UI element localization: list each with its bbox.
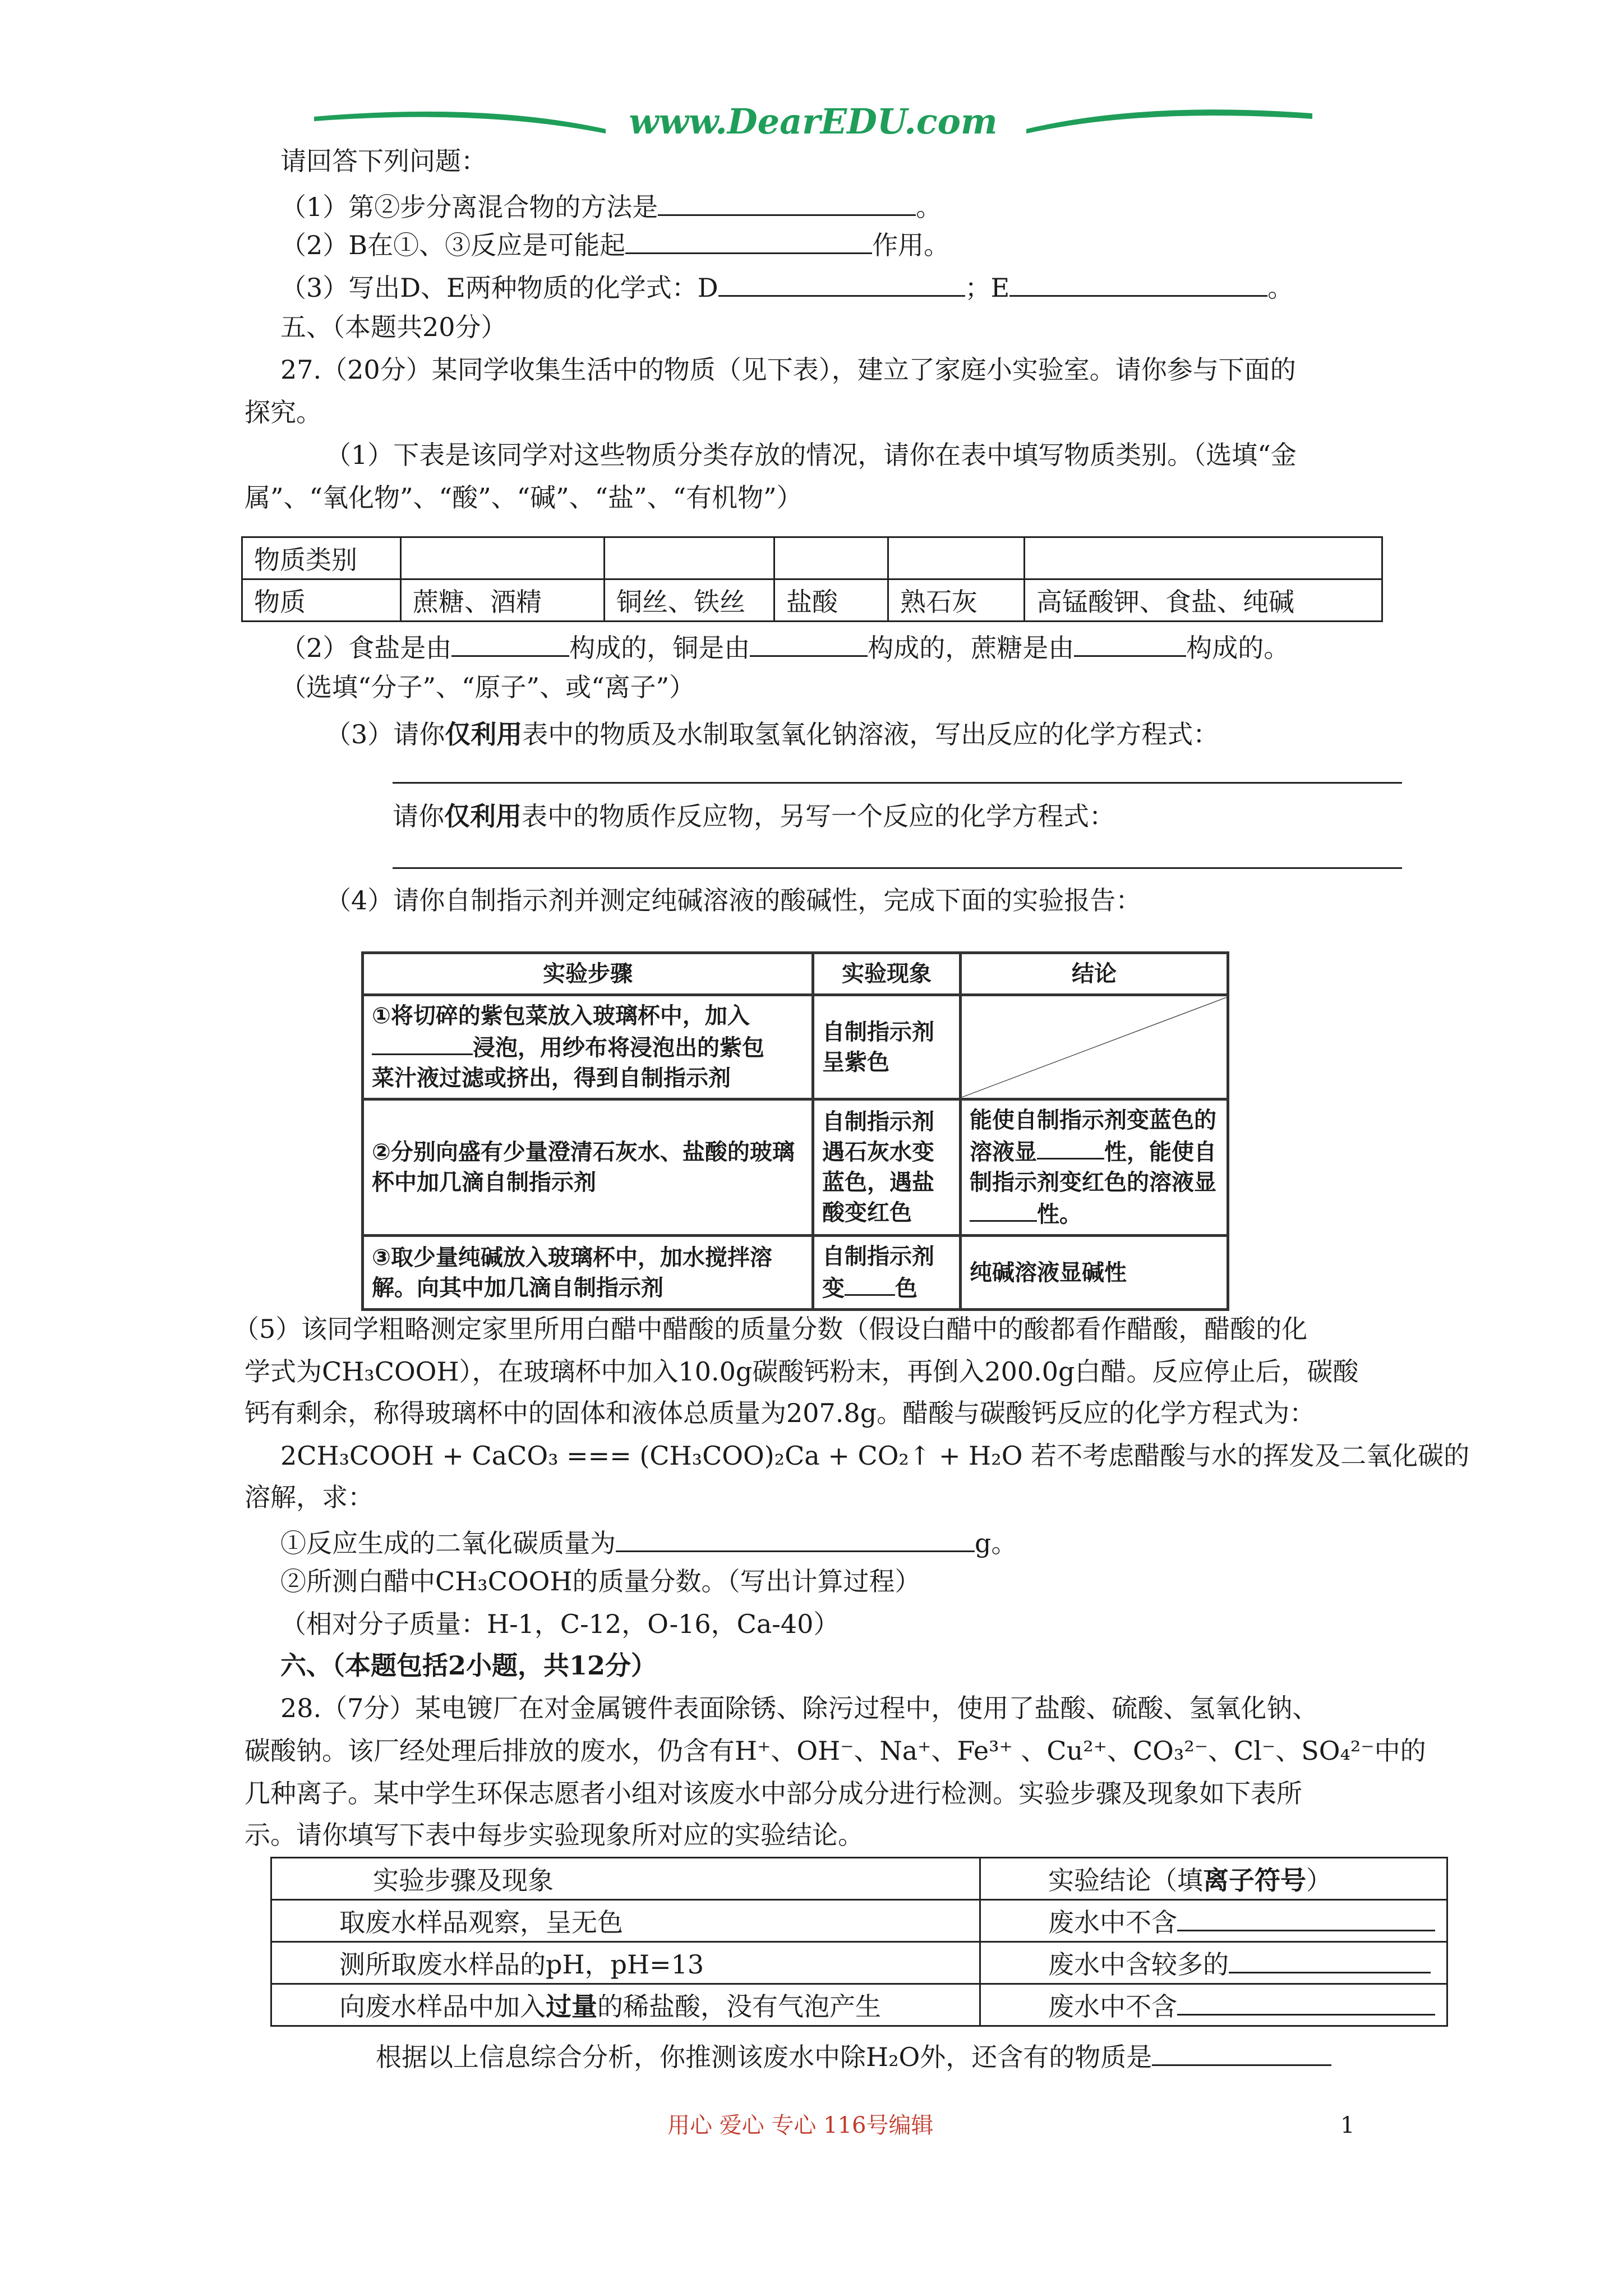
- table-row: [242, 579, 1382, 622]
- q27-part5-line3: 钙有剩余，称得玻璃杯中的固体和液体总质量为207.8g。醋酸与碳酸钙反应的化学方程式为：: [245, 1398, 1316, 1428]
- column-header: 实验现象: [813, 953, 961, 995]
- answer-blank[interactable]: [1177, 1903, 1435, 1931]
- logo-text: www.DearEDU.com: [629, 101, 998, 142]
- answer-blank[interactable]: [625, 226, 872, 254]
- table-row: [271, 1942, 1447, 1984]
- table-header-row: [271, 1858, 1447, 1900]
- answer-blank[interactable]: [616, 1524, 975, 1552]
- section-five-title: 五、（本题共20分）: [280, 312, 507, 342]
- conclusion-cell: 废水中含较多的: [980, 1942, 1447, 1984]
- answer-cell[interactable]: [888, 537, 1025, 579]
- q27-part2: （2）食盐是由 构成的，铜是由 构成的，蔗糖是由 构成的。: [280, 628, 1289, 664]
- table-cell: 物质: [242, 579, 401, 622]
- answer-cell[interactable]: [605, 537, 774, 579]
- answer-cell[interactable]: [401, 537, 605, 579]
- step-cell: ③取少量纯碱放入玻璃杯中，加水搅拌溶解。向其中加几滴自制指示剂: [363, 1236, 813, 1310]
- conclusion-cell: 废水中不含: [980, 1900, 1447, 1942]
- table-cell: 高锰酸钾、食盐、纯碱: [1025, 579, 1382, 622]
- q27-part5-q1: ①反应生成的二氧化碳质量为 g。: [280, 1524, 1017, 1559]
- table-cell: 铜丝、铁丝: [605, 579, 774, 622]
- q27-part1-b: 属”、“氧化物”、“酸”、“碱”、“盐”、“有机物”）: [245, 482, 803, 513]
- q27-part5-line1: （5）该同学粗略测定家里所用白醋中醋酸的质量分数（假设白醋中的酸都看作醋酸，醋酸的化: [233, 1314, 1308, 1344]
- observation-cell: 自制指示剂遇石灰水变蓝色，遇盐酸变红色: [813, 1099, 961, 1236]
- q27-part4: （4）请你自制指示剂并测定纯碱溶液的酸碱性，完成下面的实验报告：: [325, 885, 1142, 915]
- q26-part1: （1）第②步分离混合物的方法是 。: [280, 187, 942, 223]
- q28-line3: 几种离子。某中学生环保志愿者小组对该废水中部分成分进行检测。实验步骤及现象如下表所: [245, 1778, 1302, 1809]
- table-row: [242, 537, 1382, 579]
- answer-blank[interactable]: [1177, 1987, 1435, 2016]
- table-cell: 熟石灰: [888, 579, 1025, 622]
- answer-blank[interactable]: [1229, 1945, 1431, 1973]
- column-header: 实验结论（填离子符号）: [980, 1858, 1447, 1900]
- answer-blank[interactable]: [1152, 2037, 1331, 2066]
- conclusion-cell: 能使自制指示剂变蓝色的溶液显 性，能使自制指示剂变红色的溶液显性。: [961, 1099, 1228, 1236]
- header-logo: [314, 96, 1312, 147]
- q27-part5-line2: 学式为CH₃COOH），在玻璃杯中加入10.0g碳酸钙粉末，再倒入200.0g白醋。反应停止后，碳酸: [245, 1356, 1359, 1387]
- table-row: [363, 1236, 1228, 1310]
- section-six-title: 六、（本题包括2小题，共12分）: [280, 1650, 657, 1681]
- answer-cell[interactable]: [774, 537, 888, 579]
- table-row: [271, 1900, 1447, 1942]
- conclusion-cell-diagonal: [961, 995, 1228, 1099]
- q28-final: 根据以上信息综合分析，你推测该废水中除H₂O外，还含有的物质是: [376, 2037, 1331, 2073]
- table-row: [363, 1099, 1228, 1236]
- answer-blank[interactable]: [372, 1031, 473, 1055]
- answer-blank[interactable]: [718, 268, 965, 297]
- q27-part5-line4: 溶解，求：: [245, 1482, 374, 1512]
- observation-cell: 自制指示剂呈紫色: [813, 995, 961, 1099]
- answer-blank[interactable]: [1037, 1135, 1104, 1159]
- intro-text: 请回答下列问题：: [280, 146, 487, 176]
- answer-blank[interactable]: [1009, 268, 1267, 297]
- q28-line4: 示。请你填写下表中每步实验现象所对应的实验结论。: [245, 1820, 864, 1850]
- footer-center: 用心 爱心 专心 116号编辑: [667, 2113, 934, 2138]
- observation-cell: 自制指示剂 变 色: [813, 1236, 961, 1310]
- answer-cell[interactable]: [1025, 537, 1382, 579]
- q27-stem-1: 27.（20分）某同学收集生活中的物质（见下表），建立了家庭小实验室。请你参与下面的: [280, 355, 1296, 385]
- conclusion-cell: 纯碱溶液显碱性: [961, 1236, 1228, 1310]
- step-cell: 向废水样品中加入过量的稀盐酸，没有气泡产生: [271, 1984, 980, 2026]
- diagonal-line-icon: [962, 997, 1227, 1097]
- q28-line1: 28.（7分）某电镀厂在对金属镀件表面除锈、除污过程中，使用了盐酸、硫酸、氢氧化钠、: [280, 1693, 1318, 1723]
- table-header-row: [363, 953, 1228, 995]
- table-cell: 盐酸: [774, 579, 888, 622]
- substance-classification-table: [241, 536, 1383, 622]
- step-cell: 测所取废水样品的pH，pH=13: [271, 1942, 980, 1984]
- table-cell: 物质类别: [242, 537, 401, 579]
- q27-part5-equation: 2CH₃COOH + CaCO₃ === (CH₃COO)₂Ca + CO₂↑ + H₂O 若不考虑醋酸与水的挥发及二氧化碳的: [280, 1441, 1470, 1471]
- q26-part3: （3）写出D、E两种物质的化学式：D ；E 。: [280, 268, 1293, 304]
- answer-blank[interactable]: [658, 187, 916, 216]
- q26-part2: （2）B在①、③反应是可能起 作用。: [280, 226, 949, 261]
- q27-part2-note: （选填“分子”、“原子”、或“离子”）: [280, 672, 695, 702]
- q28-line2: 碳酸钠。该厂经处理后排放的废水，仍含有H⁺、OH⁻、Na⁺、Fe³⁺ 、Cu²⁺、CO₃²⁻、Cl⁻、SO₄²⁻中的: [245, 1736, 1426, 1766]
- step-cell: 取废水样品观察，呈无色: [271, 1900, 980, 1942]
- q27-part5-q2: ②所测白醋中CH₃COOH的质量分数。（写出计算过程）: [280, 1566, 921, 1596]
- relative-mass-note: （相对分子质量：H-1，C-12，O-16，Ca-40）: [280, 1609, 840, 1639]
- q27-part1-a: （1）下表是该同学对这些物质分类存放的情况，请你在表中填写物质类别。（选填“金: [325, 440, 1297, 470]
- table-cell: 蔗糖、酒精: [401, 579, 605, 622]
- answer-blank[interactable]: [1074, 628, 1186, 657]
- q27-stem-2: 探究。: [245, 397, 322, 427]
- q27-part3-a: （3）请你仅利用表中的物质及水制取氢氧化钠溶液，写出反应的化学方程式：: [325, 719, 1219, 749]
- answer-line[interactable]: [393, 867, 1402, 869]
- answer-blank[interactable]: [845, 1272, 895, 1296]
- table-row: [271, 1984, 1447, 2026]
- page-number: 1: [1340, 2113, 1355, 2138]
- conclusion-cell: 废水中不含: [980, 1984, 1447, 2026]
- column-header: 结论: [961, 953, 1228, 995]
- answer-blank[interactable]: [451, 628, 569, 657]
- column-header: 实验步骤: [363, 953, 813, 995]
- experiment-report-table: [361, 951, 1229, 1311]
- answer-blank[interactable]: [750, 628, 868, 657]
- q27-part3-b: 请你仅利用表中的物质作反应物，另写一个反应的化学方程式：: [393, 801, 1115, 831]
- step-cell: ①将切碎的紫包菜放入玻璃杯中，加入 浸泡，用纱布将浸泡出的紫包 菜汁液过滤或挤出，得到自制指示剂: [363, 995, 813, 1099]
- answer-blank[interactable]: [970, 1198, 1037, 1222]
- answer-line[interactable]: [393, 782, 1402, 784]
- column-header: 实验步骤及现象: [271, 1858, 980, 1900]
- wastewater-test-table: [270, 1857, 1448, 2027]
- table-row: [363, 995, 1228, 1099]
- step-cell: ②分别向盛有少量澄清石灰水、盐酸的玻璃杯中加几滴自制指示剂: [363, 1099, 813, 1236]
